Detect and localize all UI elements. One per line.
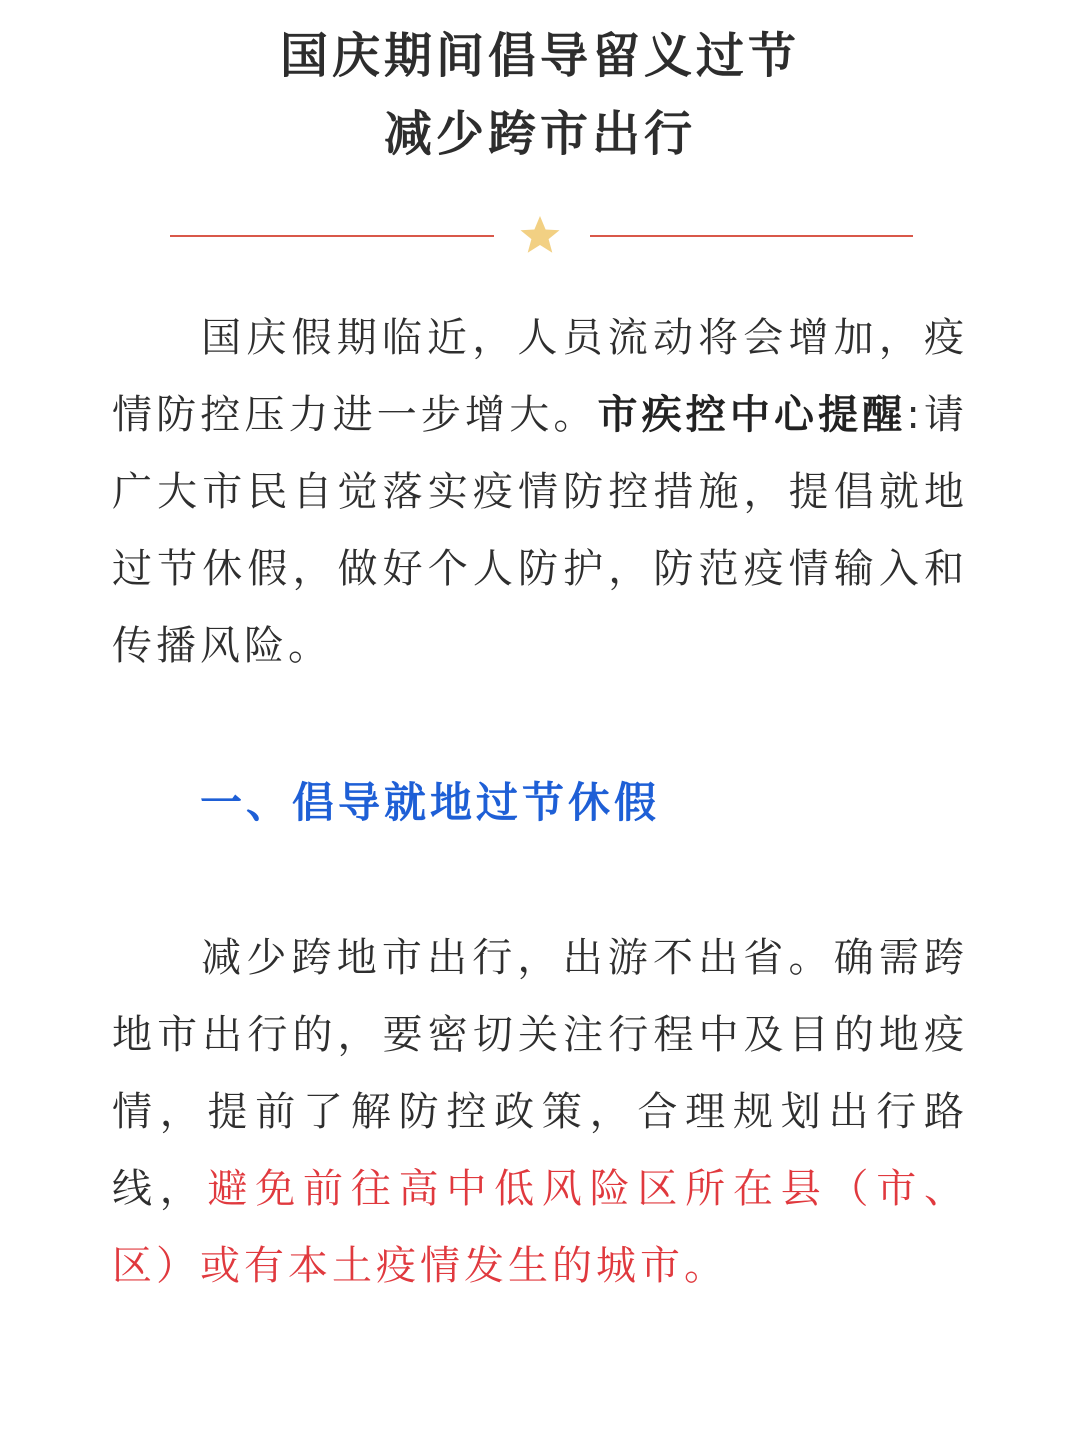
section-heading: 一、倡导就地过节休假	[200, 778, 661, 827]
section-body-paragraph	[112, 920, 968, 1305]
page-title-line-1: 国庆期间倡导留义过节	[279, 28, 800, 84]
intro-paragraph	[112, 300, 968, 685]
intro-text-continued: :请广大市民自觉落实疫情防控措施，提倡就地过节休假，做好个人防护，防范疫情输入和传播风险。	[112, 392, 969, 669]
divider-line-left	[170, 235, 494, 237]
divider-line-right	[590, 235, 913, 237]
star-icon	[518, 213, 562, 257]
page-title-line-2: 减少跨市出行	[383, 106, 696, 162]
section-highlight-text: 避免前往高中低风险区所在县（市、区）或有本土疫情发生的城市。	[112, 1166, 969, 1289]
intro-bold-text: 市疾控中心提醒	[597, 392, 907, 438]
intro-text: 国庆假期临近，人员流动将会增加，疫情防控压力进一步增大。	[112, 315, 968, 438]
section-body-text: 减少跨地市出行，出游不出省。确需跨地市出行的，要密切关注行程中及目的地疫情，提前了解防控政策，合理规划出行路线，	[112, 935, 968, 1212]
